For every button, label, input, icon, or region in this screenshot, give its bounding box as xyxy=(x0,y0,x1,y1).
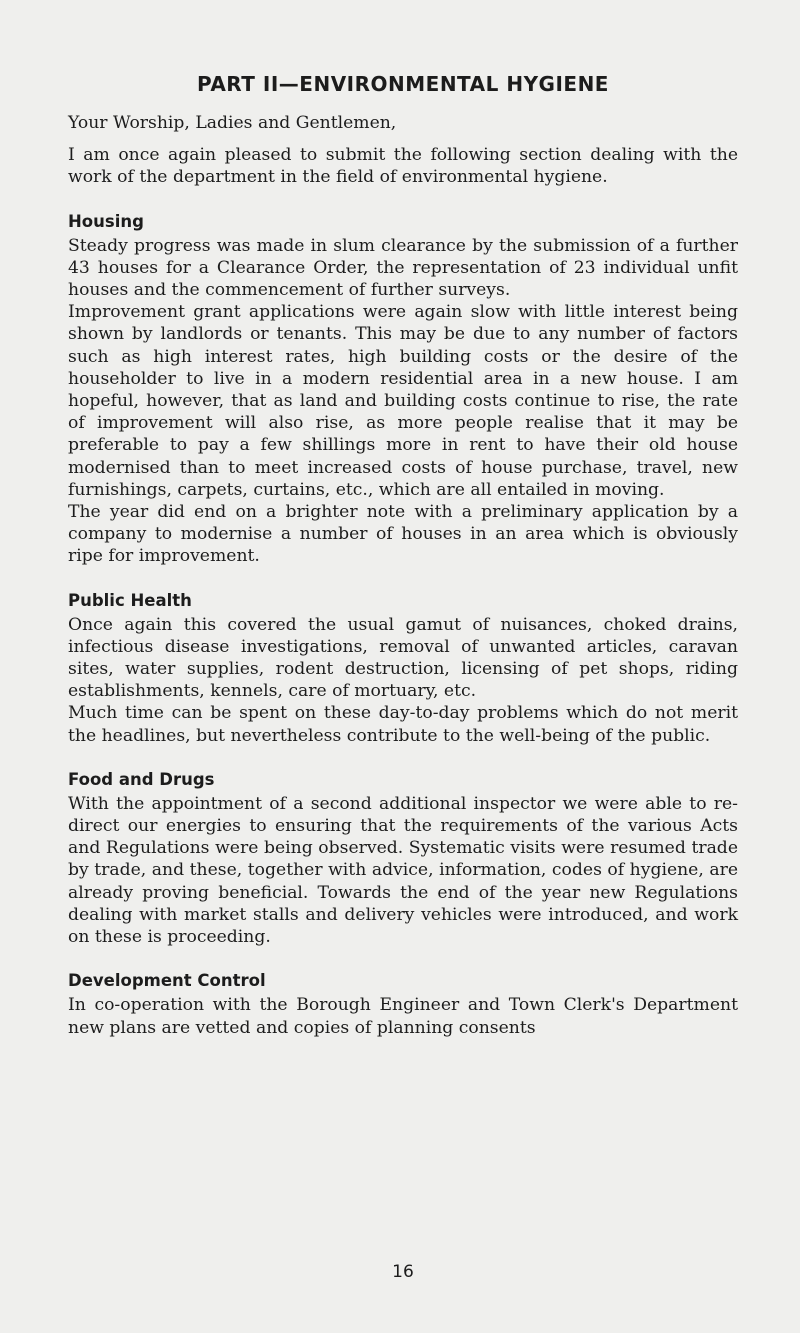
part-title: PART II—ENVIRONMENTAL HYGIENE xyxy=(197,72,609,96)
paragraph: In co-operation with the Borough Engineer and Town Clerk's Department new plans are vetted and copies of planning consents xyxy=(68,995,738,1038)
report-body xyxy=(68,112,738,1059)
salutation: Your Worship, Ladies and Gentlemen, xyxy=(68,113,397,133)
section-heading: Housing xyxy=(68,211,144,231)
paragraph: With the appointment of a second additional inspector we were able to re-direct our energies to ensuring that the requirements of the various Acts and Regulations were being observed. Systematic visits were resumed trade by trade, and these, together with advice, information, codes of hygiene, are already proving beneficial. Towards the end of the year new Regulations dealing with market stalls and delivery vehicles were introduced, and work on these is proceeding. xyxy=(68,793,738,948)
section-heading: Development Control xyxy=(68,971,266,991)
paragraph: The year did end on a brighter note with a preliminary application by a company to modernise a number of houses in an area which is obviously ripe for improvement. xyxy=(68,502,738,567)
paragraph: Improvement grant applications were again slow with little interest being shown by landlords or tenants. This may be due to any number of factors such as high interest rates, high building costs or the desire of the householder to live in a modern residential area in a new house. I am hopeful, however, that as land and building costs continue to rise, the rate of improvement will also rise, as more people realise that it may be preferable to pay a few shillings more in rent to have their old house modernised than to meet increased costs of house purchase, travel, new furnishings, carpets, curtains, etc., which are all entailed in moving. xyxy=(68,302,738,500)
section-public-health xyxy=(68,588,738,747)
section-heading: Food and Drugs xyxy=(68,769,215,789)
page-number: 16 xyxy=(392,1262,414,1282)
section-heading: Public Health xyxy=(68,590,192,610)
intro-paragraph: I am once again pleased to submit the following section dealing with the work of the department in the field of environmental hygiene. xyxy=(68,145,738,188)
paragraph: Steady progress was made in slum clearance by the submission of a further 43 houses for a Clearance Order, the representation of 23 individual unfit houses and the commencement of further surveys. xyxy=(68,235,738,301)
section-food-and-drugs xyxy=(68,767,738,948)
paragraph: Much time can be spent on these day-to-day problems which do not merit the headlines, but nevertheless contribute to the well-being of the public. xyxy=(68,703,738,746)
paragraph: Once again this covered the usual gamut of nuisances, choked drains, infectious disease investigations, removal of unwanted articles, caravan sites, water supplies, rodent destruction, licensing of pet shops, riding establishments, kennels, care of mortuary, etc. xyxy=(68,614,738,702)
section-housing xyxy=(68,209,738,568)
section-development-control xyxy=(68,968,738,1038)
